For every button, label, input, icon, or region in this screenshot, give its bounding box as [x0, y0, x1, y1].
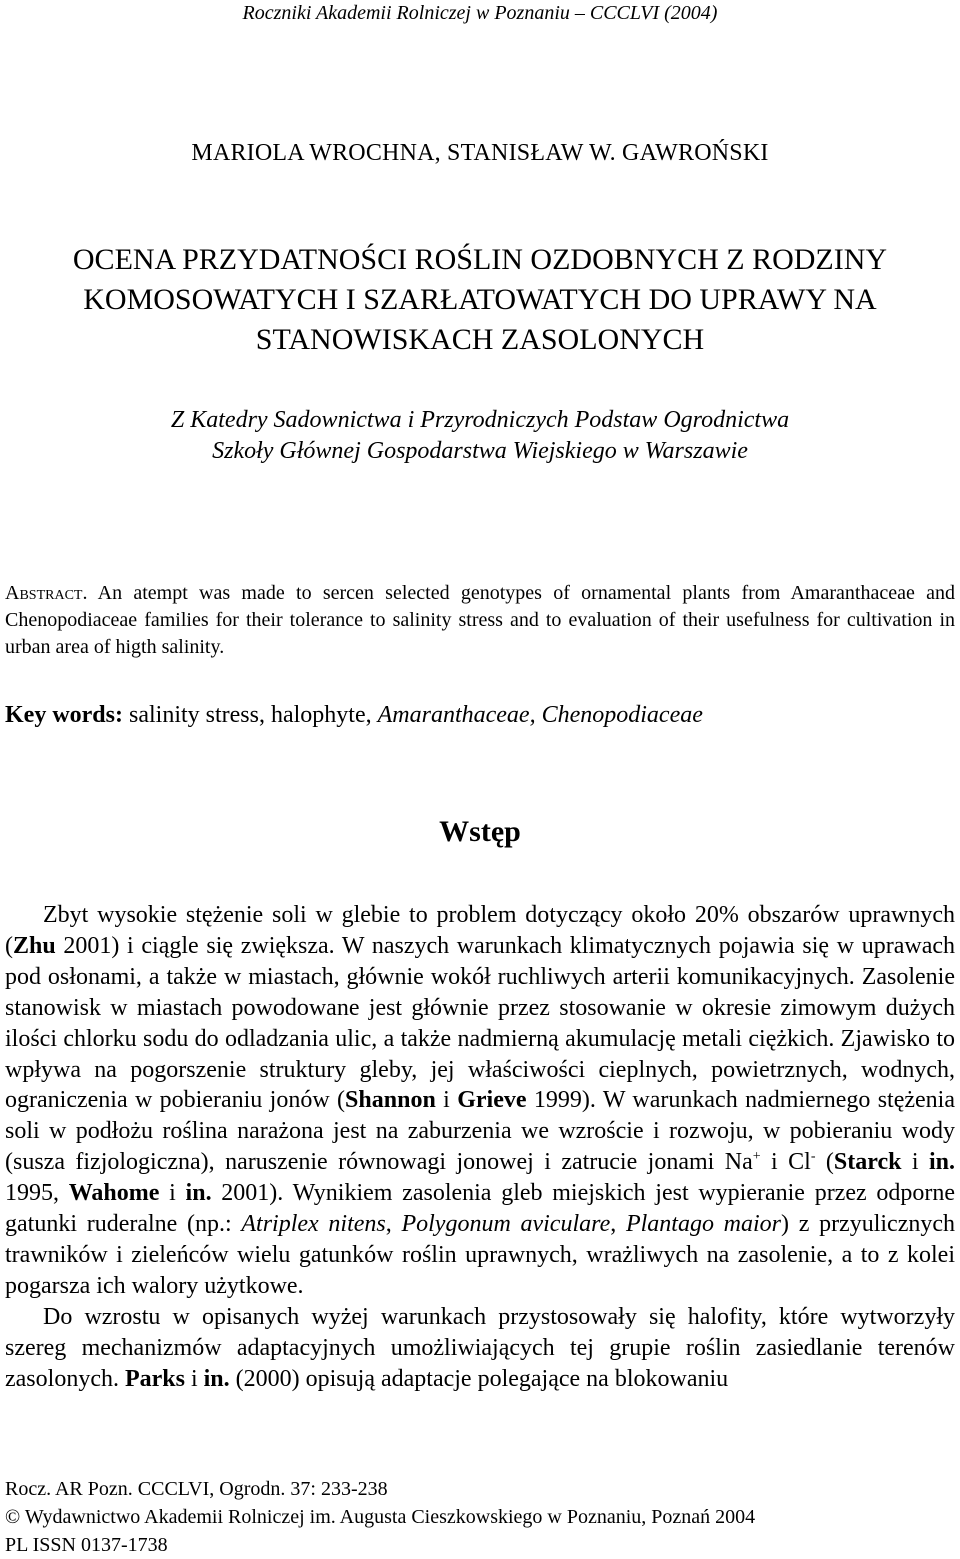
authors: MARIOLA WROCHNA, STANISŁAW W. GAWROŃSKI	[191, 140, 769, 166]
author-ref: in.	[185, 1180, 212, 1207]
paragraph-2	[5, 1302, 955, 1395]
title-line: KOMOSOWATYCH I SZARŁATOWATYCH DO UPRAWY NA	[83, 283, 877, 316]
author-ref: Zhu	[13, 932, 56, 959]
abstract-label: Abstract.	[5, 582, 88, 604]
text-run: Do wzrostu w opisanych wyżej warunkach przystosowały się halofity, które wytworzyły szereg mechanizmów adaptacyjnych umożliwiających tej grupie roślin zasiedlanie terenów zasolonych.	[5, 1303, 955, 1392]
body-text	[5, 900, 955, 1395]
abstract-text: An atempt was made to sercen selected genotypes of ornamental plants from Amaranthaceae and Chenopodiaceae families for their tolerance to salinity stress and to evaluation of their usefulness for cultivation in urban area of higth salinity.	[5, 582, 955, 658]
title-line: STANOWISKACH ZASOLONYCH	[255, 323, 705, 356]
author-ref: in.	[929, 1149, 956, 1176]
text-run: 2001) i ciągle się zwiększa. W naszych warunkach klimatycznych pojawia się w uprawach pod osłonami, a także w miastach, głównie wokół ruchliwych arterii komunikacyjnych. Zasolenie stanowisk w miastach powodowane jest głównie przez stosowanie w okresie zimowym dużych ilości chlorku sodu do odladzania ulic, a także nadmierną akumulację metali ciężkich. Zjawisko to wpływa na pogorszenie struktury gleby, jej właściwości cieplnych, powietrznych, wodnych, ograniczenia w pobieraniu jonów (	[5, 932, 955, 1114]
species-name: Polygonum aviculare	[401, 1211, 611, 1238]
superscript: -	[810, 1149, 816, 1165]
species-name: Atriplex nitens	[241, 1211, 386, 1238]
section-heading: Wstęp	[439, 815, 521, 848]
text-run: ,	[385, 1211, 402, 1238]
keywords-label: Key words:	[5, 702, 123, 728]
paragraph-1	[5, 900, 955, 1302]
text-run: Zbyt wysokie stężenie soli w glebie to problem dotyczący około 20% obszarów uprawnych (	[5, 902, 955, 959]
text-run: 1999). W warunkach nadmiernego stężenia soli w podłożu roślina narażona jest na zaburzenia we wzroście i rozwoju, w pobieraniu wody (susza fizjologiczna), naruszenie równowagi jonowej i zatrucie jonami Na	[5, 1087, 956, 1176]
text-run: ) z przyulicznych trawników i zieleńców wielu gatunków roślin uprawnych, wrażliwych na zasolenie, a to z kolei pogarsza ich walory użytkowe.	[5, 1211, 956, 1299]
text-run: i	[435, 1087, 458, 1114]
author-ref: Shannon	[345, 1087, 436, 1114]
text-run: i	[901, 1149, 929, 1176]
keywords	[5, 702, 955, 729]
text-run: (2000) opisują adaptacje polegające na blokowaniu	[229, 1365, 729, 1392]
text-run: 1995,	[5, 1180, 69, 1207]
author-ref: in.	[203, 1365, 230, 1392]
author-ref: Wahome	[68, 1180, 160, 1207]
affiliation	[0, 405, 960, 467]
author-ref: Parks	[124, 1365, 185, 1392]
text-run: (	[815, 1149, 834, 1176]
species-name: Plantago maior	[625, 1211, 781, 1238]
affiliation-line: Szkoły Głównej Gospodarstwa Wiejskiego w Warszawie	[212, 438, 748, 464]
affiliation-line: Z Katedry Sadownictwa i Przyrodniczych Podstaw Ogrodnictwa	[170, 407, 790, 433]
footer-issn: PL ISSN 0137-1738	[5, 1534, 168, 1556]
keywords-italic: Amaranthaceae, Chenopodiaceae	[377, 702, 703, 728]
publication-footer	[5, 1475, 955, 1559]
text-run: 2001). Wynikiem zasolenia gleb miejskich jest wypieranie przez odporne gatunki ruderalne (np.:	[5, 1180, 956, 1238]
footer-citation: Rocz. AR Pozn. CCCLVI, Ogrodn. 37: 233-238	[5, 1478, 388, 1500]
title-line: OCENA PRZYDATNOŚCI ROŚLIN OZDOBNYCH Z RODZINY	[72, 243, 888, 276]
running-header: Roczniki Akademii Rolniczej w Poznaniu – CCCLVI (2004)	[242, 2, 718, 24]
text-run: ,	[610, 1211, 626, 1238]
text-run: i	[159, 1180, 186, 1207]
author-ref: Starck	[833, 1149, 902, 1176]
footer-copyright: © Wydawnictwo Akademii Rolniczej im. Augusta Cieszkowskiego w Poznaniu, Poznań 2004	[5, 1506, 756, 1528]
article-title	[0, 240, 960, 360]
abstract	[5, 580, 955, 661]
author-ref: Grieve	[457, 1087, 527, 1114]
text-run: i Cl	[760, 1149, 811, 1176]
text-run: i	[184, 1365, 204, 1392]
superscript: +	[752, 1149, 761, 1165]
keywords-plain: salinity stress, halophyte,	[122, 702, 378, 728]
